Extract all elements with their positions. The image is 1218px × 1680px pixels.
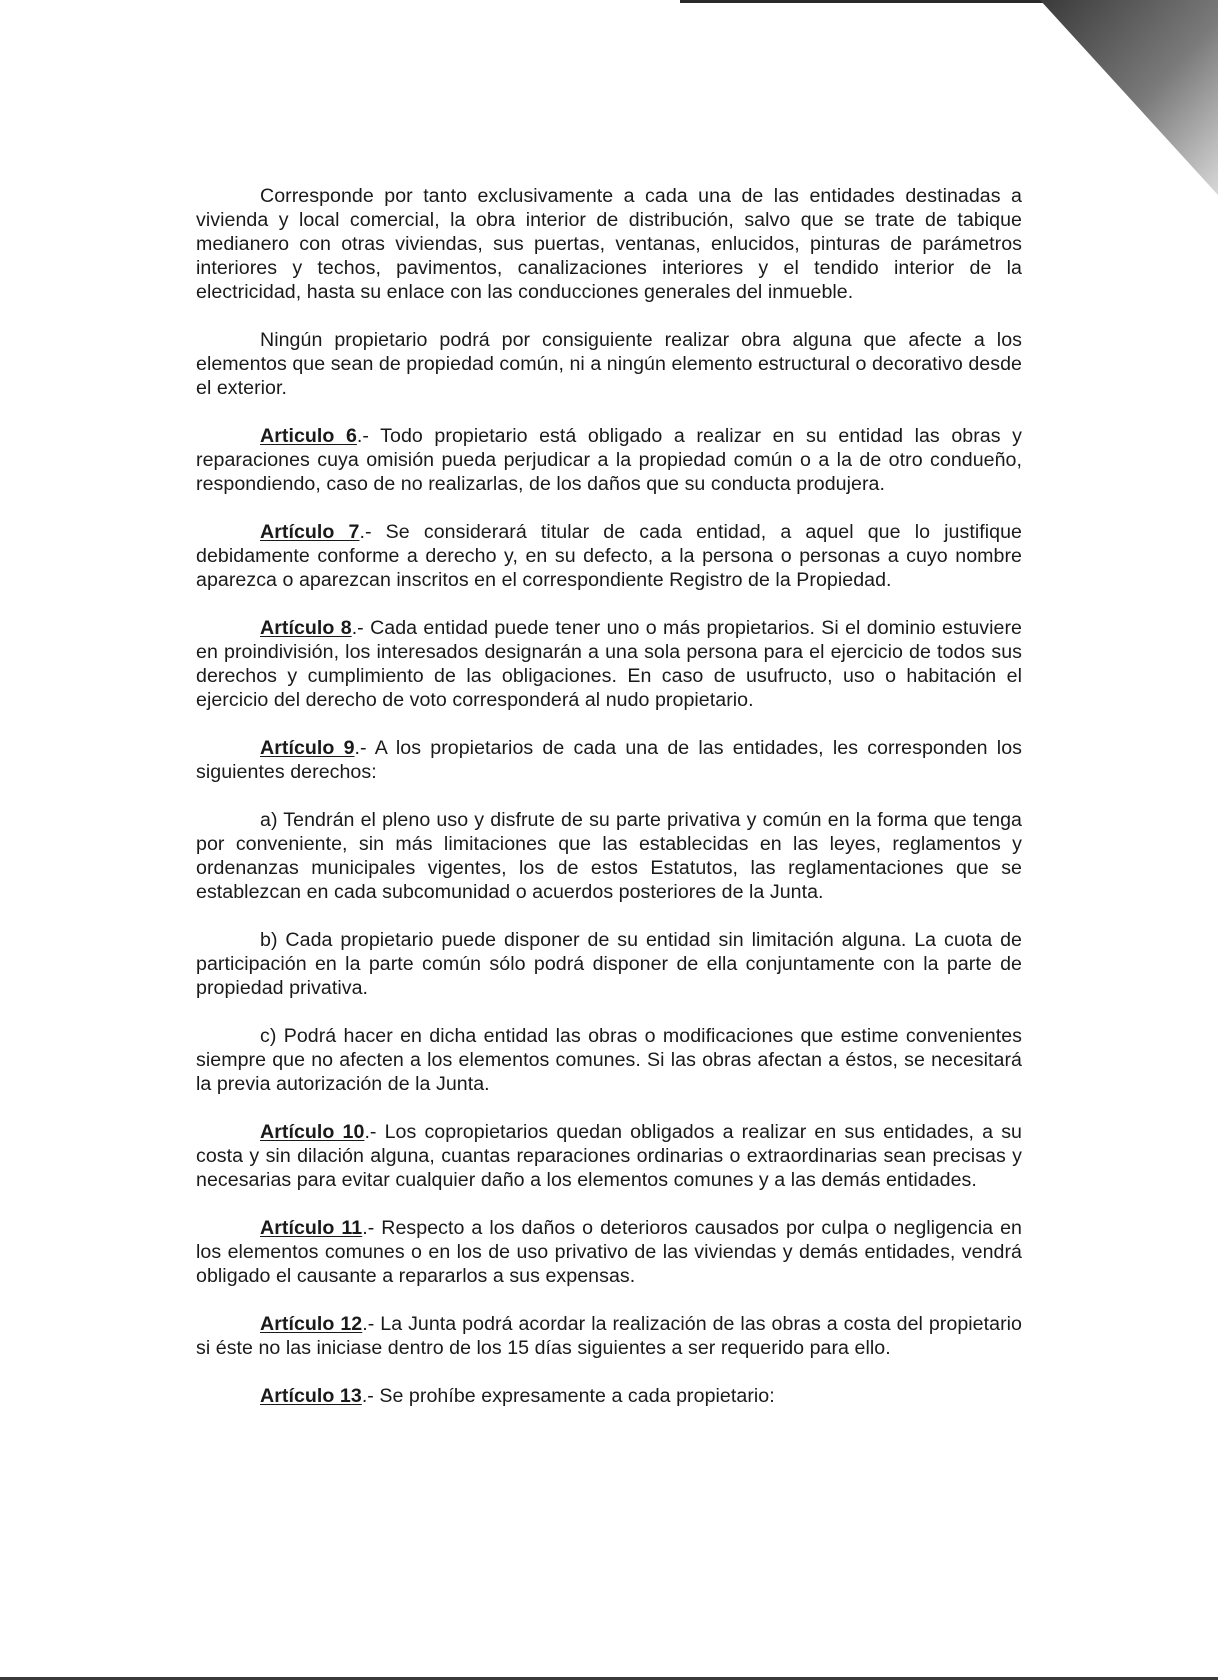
- article-heading: Artículo 11: [260, 1217, 363, 1239]
- right-item-a: [196, 808, 1022, 904]
- article-text: .- Todo propietario está obligado a realizar en su entidad las obras y reparaciones cuya omisión pueda perjudicar a la propiedad común o a la de otro condueño, respondiendo, caso de no realizarlas, de los daños que su conducta produjera.: [196, 425, 1022, 495]
- article-10: [196, 1120, 1022, 1192]
- article-heading: Artículo 12: [260, 1313, 363, 1335]
- article-text: .- Respecto a los daños o deterioros causados por culpa o negligencia en los elementos comunes o en los de uso privativo de las viviendas y demás entidades, vendrá obligado el causante a repararlos a sus expensas.: [196, 1217, 1022, 1287]
- article-heading: Artículo 10: [260, 1121, 365, 1143]
- paragraph-text: Ningún propietario podrá por consiguiente realizar obra alguna que afecte a los elementos que sean de propiedad común, ni a ningún elemento estructural o decorativo desde el exterior.: [196, 329, 1022, 399]
- article-heading: Artículo 8: [260, 617, 352, 639]
- article-text: .- A los propietarios de cada una de las entidades, les corresponden los siguientes derechos:: [196, 737, 1022, 783]
- article-text: .- La Junta podrá acordar la realización de las obras a costa del propietario si éste no las iniciase dentro de los 15 días siguientes a ser requerido para ello.: [196, 1313, 1022, 1359]
- paragraph-text: a) Tendrán el pleno uso y disfrute de su parte privativa y común en la forma que tenga por conveniente, sin más limitaciones que las establecidas en las leyes, reglamentos y ordenanzas municipales vigentes, los de estos Estatutos, las reglamentaciones que se establezcan en cada subcomunidad o acuerdos posteriores de la Junta.: [196, 809, 1022, 903]
- article-heading: Artículo 13: [260, 1385, 362, 1407]
- paragraph-distribution: [196, 184, 1022, 304]
- article-11: [196, 1216, 1022, 1288]
- article-7: [196, 520, 1022, 592]
- article-heading: Artículo 9: [260, 737, 355, 759]
- scan-edge-top: [680, 0, 1218, 3]
- article-9: [196, 736, 1022, 784]
- paragraph-text: c) Podrá hacer en dicha entidad las obras o modificaciones que estime convenientes siempre que no afecten a los elementos comunes. Si las obras afectan a éstos, se necesitará la previa autorización de la Junta.: [196, 1025, 1022, 1095]
- article-8: [196, 616, 1022, 712]
- article-heading: Artículo 7: [260, 521, 360, 543]
- paragraph-text: b) Cada propietario puede disponer de su entidad sin limitación alguna. La cuota de participación en la parte común sólo podrá disponer de ella conjuntamente con la parte de propiedad privativa.: [196, 929, 1022, 999]
- right-item-b: [196, 928, 1022, 1000]
- article-text: .- Se considerará titular de cada entidad, a aquel que lo justifique debidamente conforme a derecho y, en su defecto, a la persona o personas a cuyo nombre aparezca o aparezcan inscritos en el correspondiente Registro de la Propiedad.: [196, 521, 1022, 591]
- article-6: [196, 424, 1022, 496]
- paragraph-no-works: [196, 328, 1022, 400]
- article-13: [196, 1384, 1022, 1408]
- article-heading: Articulo 6: [260, 425, 357, 447]
- article-text: .- Los copropietarios quedan obligados a realizar en sus entidades, a su costa y sin dilación alguna, cuantas reparaciones ordinarias o extraordinarias sean precisas y necesarias para evitar cualquier daño a los elementos comunes y a las demás entidades.: [196, 1121, 1023, 1191]
- document-body: [196, 184, 1022, 1432]
- right-item-c: [196, 1024, 1022, 1096]
- article-text: .- Cada entidad puede tener uno o más propietarios. Si el dominio estuviere en proindivisión, los interesados designarán a una sola persona para el ejercicio de todos sus derechos y cumplimiento de las obligaciones. En caso de usufructo, uso o habitación el ejercicio del derecho de voto corresponderá al nudo propietario.: [196, 617, 1022, 711]
- article-12: [196, 1312, 1022, 1360]
- article-text: .- Se prohíbe expresamente a cada propietario:: [361, 1385, 775, 1407]
- paragraph-text: Corresponde por tanto exclusivamente a cada una de las entidades destinadas a vivienda y local comercial, la obra interior de distribución, salvo que se trate de tabique medianero con otras viviendas, sus puertas, ventanas, enlucidos, pinturas de parámetros interiores y techos, pavimentos, canalizaciones interiores y el tendido interior de la electricidad, hasta su enlace con las conducciones generales del inmueble.: [196, 185, 1022, 303]
